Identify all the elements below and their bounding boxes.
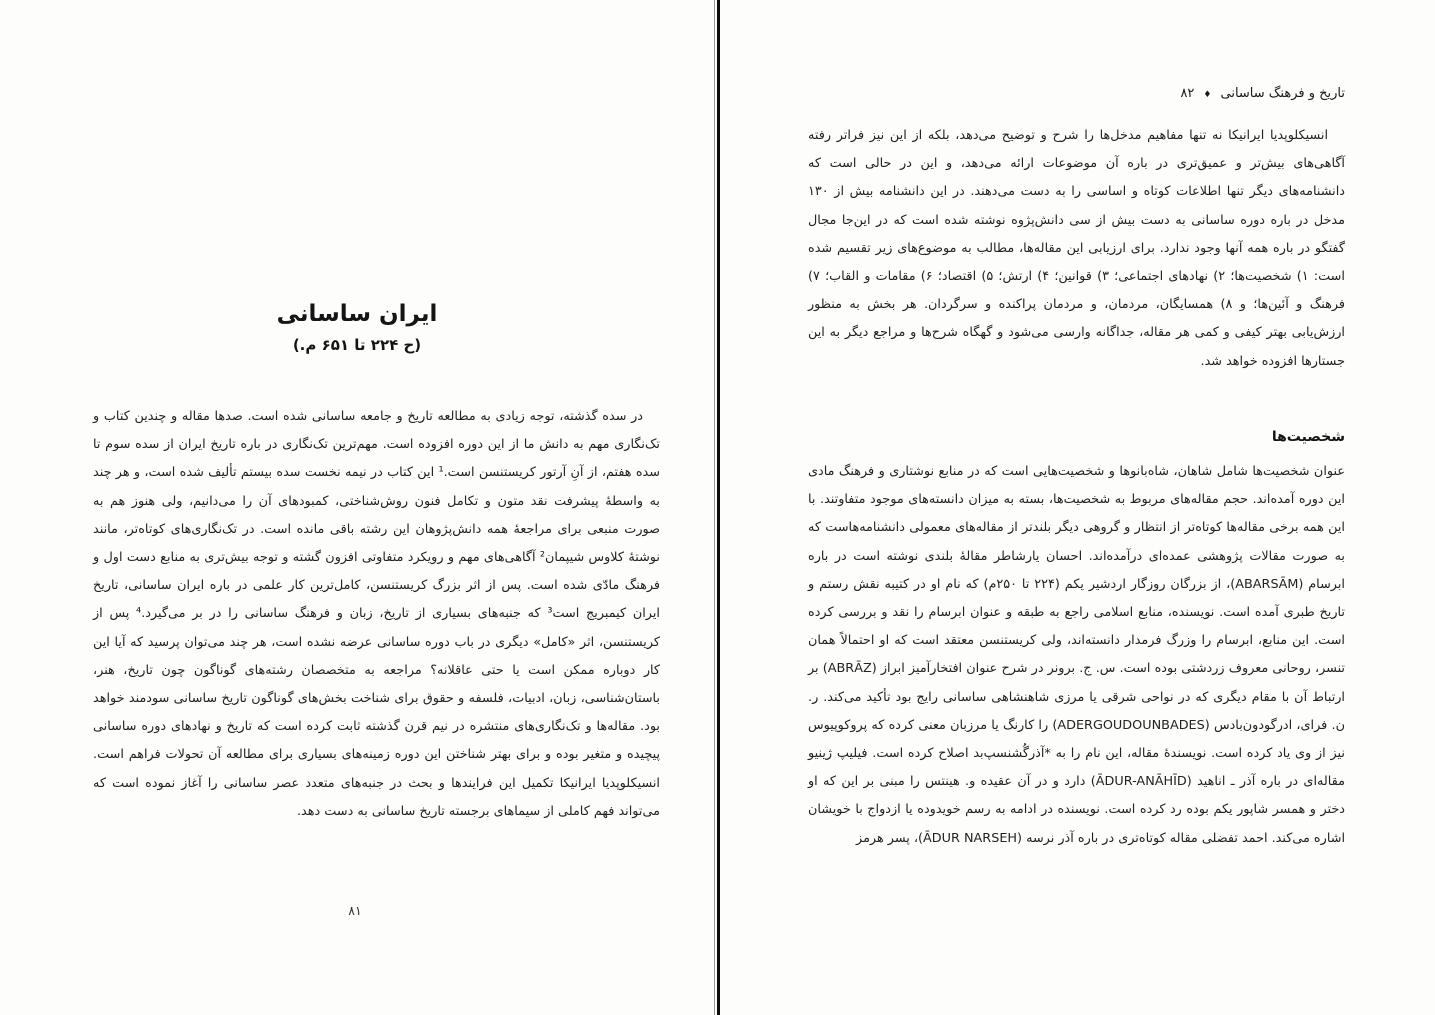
chapter-subtitle: (ح ۲۲۴ تا ۶۵۱ م.) xyxy=(292,336,422,354)
right-page-number: ۸۲ xyxy=(1180,86,1195,101)
right-page-paragraph-1: انسیکلوپدیا ایرانیکا نه تنها مفاهیم مدخل‌ها را شرح و توضیح می‌دهد، بلکه از این نیز فراتر رفته آگاهی‌های بیش‌تر و عمیق‌تری در باره آن موضوعات ارائه می‌دهد، و این در حالی است که دانشنامه‌های دیگر تنها اطلاعات کوتاه و اساسی را به دست می‌دهند. در این دانشنامه بیش از ۱۳۰ مدخل در باره دوره ساسانی به دست بیش از سی دانش‌پژوه نوشته شده است که در این‌جا مجال گفتگو در باره همه آنها وجود ندارد. برای ارزیابی این مقاله‌ها، مطالب به موضوع‌های زیر تقسیم شده است: ۱) شخصیت‌ها؛ ۲) نهادهای اجتماعی؛ ۳) قوانین؛ ۴) ارتش؛ ۵) اقتصاد؛ ۶) مقامات و القاب؛ ۷) فرهنگ و آئین‌ها؛ و ۸) همسایگان، مردمان، و مردمان پراکنده و سرگردان. هر بخش به منظور ارزش‌یابی بهتر کیفی و کمی هر مقاله، جداگانه وارسی می‌شود و گهگاه شرح‌ها و مراجع دیگر به این جستارها افزوده خواهد شد. xyxy=(808,128,1346,369)
left-page-paragraph: در سده گذشته، توجه زیادی به مطالعه تاریخ و جامعه ساسانی شده است. صدها مقاله و چندین کتاب و تک‌نگاری مهم به دانش ما از این دوره افزوده است. مهم‌ترین تک‌نگاری در باره تاریخ ایران از سده سوم تا سده هفتم، از آنِ آرتور کریستنسن است.¹ این کتاب در نیمه نخست سده بیستم تألیف شده است، و هر چند به واسطهٔ پیشرفت نقد متون و تکامل فنون روش‌شناختی، کمبودهای آن را می‌دانیم، ولی هنوز هم به صورت منبعی برای مراجعهٔ همه دانش‌پژوهان این رشته باقی مانده است. در تک‌نگاری‌های کوتاه‌تر، مانند نوشتهٔ کلاوس شیپمان² آگاهی‌های مهم و رویکرد متفاوتی افزون گشته و توجه بیش‌تری به منابع دست اول و فرهنگ مادّی شده است. پس از اثر بزرگ کریستنسن، کامل‌ترین کار علمی در باره ایران ساسانی، تاریخ ایران کیمبریج است³ که جنبه‌های بسیاری از تاریخ، زبان و فرهنگ ساسانی را در بر می‌گیرد.⁴ پس از کریستنسن، اثر «کامل» دیگری در باب دوره ساسانی عرضه نشده است، هر چند می‌توان پرسید که آیا این کار دوباره ممکن است یا حتی عاقلانه؟ مراجعه به متخصصان رشته‌های گوناگون چون تاریخ، هنر، باستان‌شناسی، زبان، ادبیات، فلسفه و حقوق برای شناخت بخش‌های گوناگون تاریخ ساسانی سودمند خواهد بود. مقاله‌ها و تک‌نگاری‌های منتشره در نیم قرن گذشته ثابت کرده است که تاریخ و نهادهای دوره ساسانی پیچیده و متغیر بوده و برای بهتر شناختن این دوره زمینه‌های بسیاری برای مطالعه آن تحولات فراهم است. انسیکلوپدیا ایرانیکا تکمیل این فرایندها و بحث در جنبه‌های متعدد عصر ساسانی را آغاز نموده است که می‌تواند فهم کاملی از سیماهای برجسته تاریخ ساسانی به دست دهد. xyxy=(93,409,660,819)
gutter-shadow xyxy=(714,0,715,1015)
page-left xyxy=(0,0,714,1015)
running-header xyxy=(1180,86,1345,101)
page-right xyxy=(720,0,1435,1015)
section-heading-personalities: شخصیت‌ها xyxy=(1271,429,1345,445)
chapter-title: ایران ساسانی xyxy=(276,301,438,327)
right-page-paragraph-2: عنوان شخصیت‌ها شامل شاهان، شاه‌بانوها و شخصیت‌هایی است که در منابع نوشتاری و فرهنگ مادی این دوره آمده‌اند. حجم مقاله‌های مربوط به شخصیت‌ها، بسته به میزان دانسته‌های موجود متفاوتند. با این همه برخی مقاله‌ها کوتاه‌تر از انتظار و گروهی دیگر بلندتر از مقاله‌های معمولی دانشنامه‌هاست که به صورت مقالات پژوهشی عمده‌ای درآمده‌اند. احسان یارشاطر مقالهٔ بلندی نوشته است در باره ابرسام (ABARSĀM)، از بزرگان روزگار اردشیر یکم (۲۲۴ تا ۲۵۰م) که نام او در کتیبه نقش رستم و تاریخ طبری آمده است. نویسنده، منابع اسلامی راجع به طبقه و عنوان ابرسام را نقد و بررسی کرده است. این منابع، ابرسام را وزرگ فرمدار دانسته‌اند، ولی کریستنسن معتقد است که او احتمالاً همان تنسر، روحانی معروف زردشتی بوده است. س. ج. برونر در شرح عنوان افتخارآمیز ابراز (ABRĀZ) بر ارتباط آن با مقام دیگری که در نواحی شرقی یا مرزی شاهنشاهی ساسانی رایج بود تأکید می‌کند. ر. ن. فرای، ادرگودون‌بادس (ADERGOUDOUNBADES) را کارنگ یا مرزبان معنی کرده که پروکوپیوس نیز از وی یاد کرده است. نویسندهٔ مقاله، این نام را به *آذرگُشنسپ‌بد اصلاح کرده است. فیلیپ ژینیو مقاله‌ای در باره آذر ـ اناهید (ĀDUR-ANĀHĪD) دارد و در آن عقیده و. هینتس را مبنی بر این که او دختر و همسر شاپور یکم بوده رد کرده است. نویسنده در ادامه به رسم خویدوده یا ازدواج با خویشان اشاره می‌کند. احمد تفضلی مقاله کوتاه‌تری در باره آذر نرسه (ĀDUR NARSEH)، پسر هرمز xyxy=(808,464,1345,846)
left-page-number: ۸۱ xyxy=(348,903,362,918)
running-header-title: تاریخ و فرهنگ ساسانی xyxy=(1220,86,1345,101)
chapter-title-block xyxy=(0,301,714,354)
diamond-separator-icon: ♦ xyxy=(1203,89,1212,100)
